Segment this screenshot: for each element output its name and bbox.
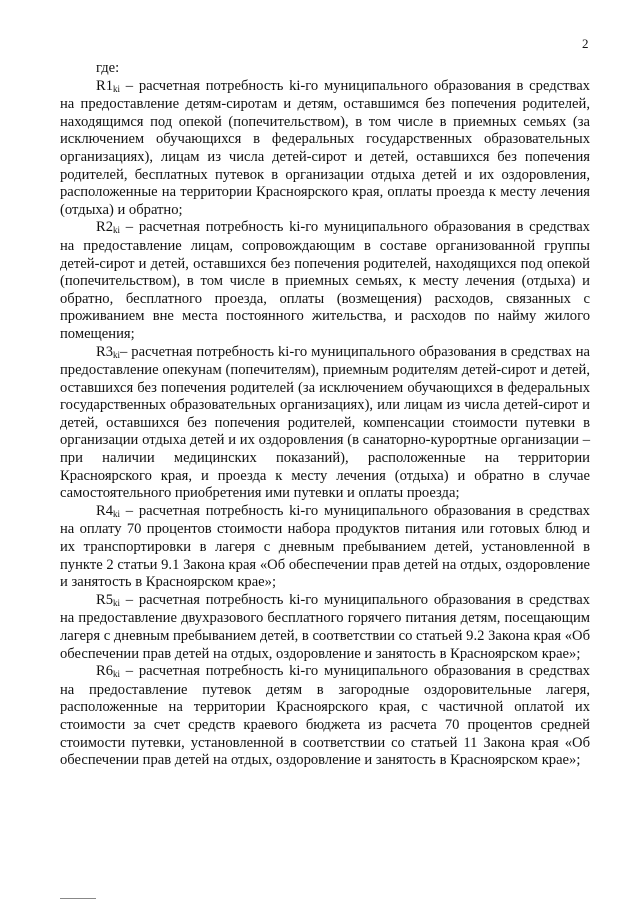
definition-dash: – <box>125 77 134 94</box>
definition-symbol: R4 <box>96 502 114 519</box>
definition-subscript: ki <box>113 349 121 360</box>
intro-text: где: <box>96 60 120 76</box>
definition-subscript: ki <box>113 597 121 608</box>
definition-text: расчетная потребность ki-го муниципального образования в средствах на предоставление детям-сиротам и детям, оставшимся без попечения родителей, находящимся под опекой (попечительством), в том числе в приемных семьях (за исключением обучающихся в федеральных государственных образовательных организациях), лицам из числа детей-сирот и детей, оставшихся без попечения родителей, бесплатных путевок в организации отдыха детей и их оздоровления, расположенные на территории Красноярского края, оплаты проезда к месту лечения (отдыха) и обратно; <box>60 77 590 218</box>
document-body <box>60 60 590 770</box>
definition-dash: – <box>120 343 128 360</box>
definition-subscript: ki <box>113 225 121 236</box>
definition-r4 <box>60 503 590 592</box>
definition-r5 <box>60 592 590 663</box>
definition-r3 <box>60 344 590 503</box>
definition-dash: – <box>125 663 134 680</box>
definition-dash: – <box>125 219 134 236</box>
definition-symbol: R1 <box>96 77 114 94</box>
definition-symbol: R2 <box>96 219 114 236</box>
definition-symbol: R5 <box>96 591 114 608</box>
definition-subscript: ki <box>113 83 121 94</box>
definition-dash: – <box>125 591 134 608</box>
footer-mark <box>60 898 96 902</box>
definition-r2 <box>60 219 590 343</box>
definition-dash: – <box>125 502 134 519</box>
definition-subscript: ki <box>113 669 121 680</box>
definition-r6 <box>60 663 590 770</box>
definition-text: расчетная потребность ki-го муниципального образования в средствах на предоставление путевок детям в загородные оздоровительные лагеря, расположенные на территории Красноярского края, с частичной оплатой их стоимости за счет средств краевого бюджета из расчета 70 процентов средней стоимости путевки, установленной в соответствии со статьей 11 Закона края «Об обеспечении прав детей на отдых, оздоровление и занятость в Красноярском крае»; <box>60 663 590 769</box>
definition-r1 <box>60 78 590 220</box>
definition-symbol: R3 <box>96 343 114 360</box>
definition-text: расчетная потребность ki-го муниципального образования в средствах на предоставление лицам, сопровождающим в составе организованной группы детей-сирот и детей, оставшихся без попечения родителей, находящихся под опекой (попечительством), в том числе в приемных семьях, к месту лечения (отдыха) и обратно, бесплатного проезда, оплаты (возмещения) расходов, связанных с проживанием вне места постоянного жительства, и расходов по найму жилого помещения; <box>60 219 590 342</box>
page-number: 2 <box>582 36 589 51</box>
definition-subscript: ki <box>113 508 121 519</box>
definition-symbol: R6 <box>96 663 114 680</box>
definition-text: расчетная потребность ki-го муниципального образования в средствах на предоставление двухразового бесплатного горячего питания детям, посещающим лагеря с дневным пребыванием детей, в соответствии со статьей 9.2 Закона края «Об обеспечении прав детей на отдых, оздоровление и занятость в Красноярском крае»; <box>60 591 590 662</box>
definition-text: расчетная потребность ki-го муниципального образования в средствах на оплату 70 процентов стоимости набора продуктов питания или готовых блюд и их транспортировки в лагеря с дневным пребыванием детей, установленной в пункте 2 статьи 9.1 Закона края «Об обеспечении прав детей на отдых, оздоровление и занятость в Красноярском крае»; <box>60 502 590 591</box>
definition-text: расчетная потребность ki-го муниципального образования в средствах на предоставление опекунам (попечителям), приемным родителям детей-сирот и детей, оставшихся без попечения родителей (за исключением обучающихся в федеральных государственных образовательных организациях), или лицам из числа детей-сирот и детей, оставшихся без попечения родителей, компенсации стоимости путевки в организации отдыха детей и их оздоровления (в санаторно-курортные организации – при наличии медицинских показаний), расположенные на территории Красноярского края, и проезда к месту лечения (отдыха) и обратно в случае самостоятельного приобретения ими путевки и оплаты проезда; <box>60 343 590 502</box>
